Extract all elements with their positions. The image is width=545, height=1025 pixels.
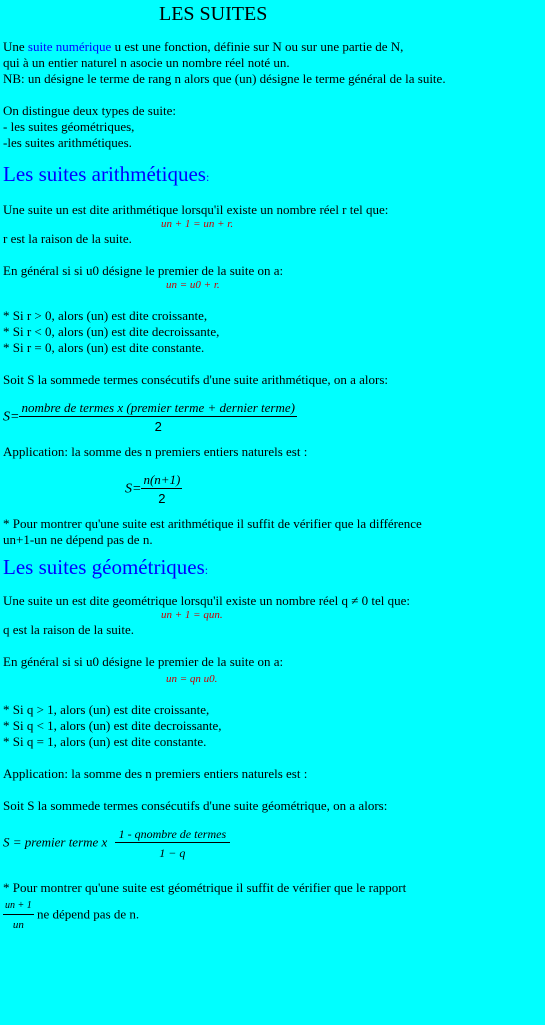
arith-recurrence: un + 1 = un + r. (161, 218, 234, 230)
intro-line-2: qui à un entier naturel n asocie un nombre réel noté un. (3, 55, 290, 70)
arith-sum-intro: Soit S la sommede termes consécutifs d'une suite arithmétique, on a alors: (3, 372, 389, 387)
intro-text-a: Une (3, 39, 28, 54)
arith-case-constante: * Si r = 0, alors (un) est dite constante. (3, 340, 205, 355)
geo-heading: Les suites géométriques: (3, 555, 209, 579)
geo-case-constante: * Si q = 1, alors (un) est dite constante. (3, 734, 207, 749)
arith-case-croissante: * Si r > 0, alors (un) est dite croissante, (3, 308, 208, 323)
intro-note: NB: un désigne le terme de rang n alors que (un) désigne le terme général de la suite. (3, 71, 446, 86)
geo-sum-formula: S = premier terme x $\frac{\text{1 - qnombre de termes}}{1 - q}$ (3, 826, 543, 870)
intro-text-b: u est une fonction, définie sur N ou sur une partie de N, (111, 39, 404, 54)
arith-proof-1: * Pour montrer qu'une suite est arithmétique il suffit de vérifier que la différence (3, 516, 422, 531)
geo-ratio-fraction: $\frac{un + 1}{un}$ (5, 900, 32, 931)
arith-sum-fraction: $\frac{\text{nombre de termes x (premier terme + dernier terme)}}{2}$ (21, 400, 295, 434)
page (3, 0, 543, 933)
geo-recurrence: un + 1 = qun. (161, 609, 223, 621)
geo-proof-1: * Pour montrer qu'une suite est géométrique il suffit de vérifier que le rapport (3, 880, 407, 895)
geo-case-croissante: * Si q > 1, alors (un) est dite croissante, (3, 702, 210, 717)
arith-sum-formula: S= $\frac{\text{nombre de termes x (premier terme + dernier terme)}}{2}$ (3, 400, 295, 434)
geo-sum-intro: Soit S la sommede termes consécutifs d'une suite géométrique, on a alors: (3, 798, 388, 813)
geo-general-formula: un = qn u0. (166, 673, 218, 685)
arith-general-intro: En général si si u0 désigne le premier de la suite on a: (3, 263, 284, 278)
geo-proof-2: $\frac{un + 1}{un}$ ne dépend pas de n. (5, 900, 140, 931)
geo-application: Application: la somme des n premiers entiers naturels est : (3, 766, 308, 781)
arith-definition: Une suite un est dite arithmétique lorsqu'il existe un nombre réel r tel que: (3, 202, 389, 217)
types-intro: On distingue deux types de suite: (3, 103, 176, 118)
arith-general-formula: un = u0 + r. (166, 279, 220, 291)
geo-sum-fraction: $\frac{\text{1 - qnombre de termes}}{1 - q}$ (115, 826, 231, 861)
geo-case-decroissante: * Si q < 1, alors (un) est dite decroissante, (3, 718, 222, 733)
arith-heading: Les suites arithmétiques: (3, 162, 210, 186)
arith-case-decroissante: * Si r < 0, alors (un) est dite decroissante, (3, 324, 220, 339)
arith-raison: r est la raison de la suite. (3, 231, 132, 246)
arith-application-formula: S= $\frac{n(n+1)}{2}$ (125, 472, 181, 506)
arith-application: Application: la somme des n premiers entiers naturels est : (3, 444, 308, 459)
geo-general-intro: En général si si u0 désigne le premier de la suite on a: (3, 654, 284, 669)
arith-proof-2: un+1-un ne dépend pas de n. (3, 532, 153, 547)
geo-definition: Une suite un est dite geométrique lorsqu'il existe un nombre réel q ≠ 0 tel que: (3, 593, 410, 608)
types-item-arith: -les suites arithmétiques. (3, 135, 132, 150)
intro-line-1 (3, 39, 543, 55)
types-item-geo: - les suites géométriques, (3, 119, 135, 134)
geo-raison: q est la raison de la suite. (3, 622, 135, 637)
page-title: LES SUITES (159, 3, 268, 25)
suite-numerique-link[interactable]: suite numérique (27, 39, 112, 54)
